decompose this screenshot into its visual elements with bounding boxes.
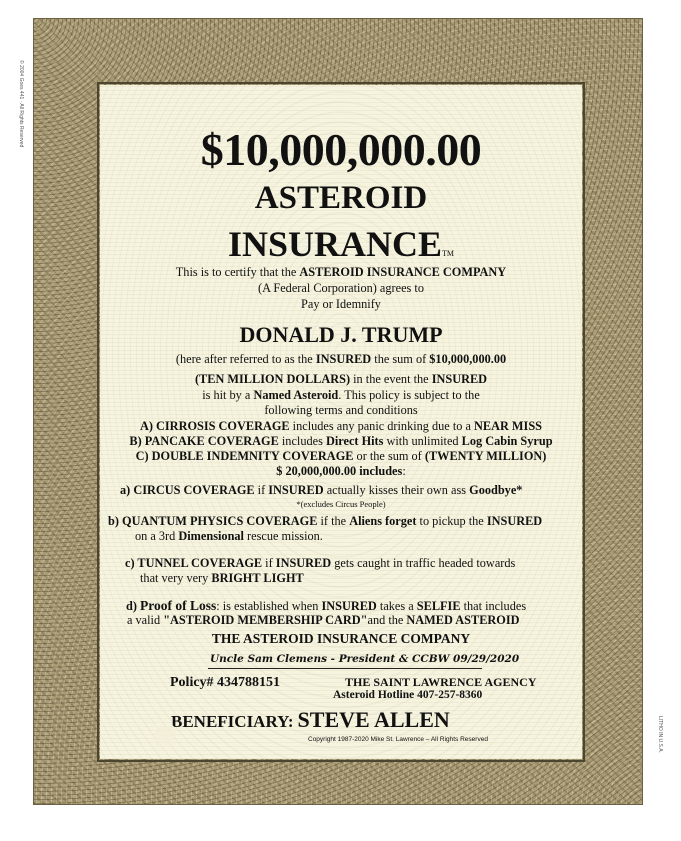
- ten-million-line: [100, 372, 582, 387]
- coverage-cc: [125, 556, 515, 571]
- coverage-cd-membership: "ASTEROID MEMBERSHIP CARD": [163, 613, 368, 627]
- coverage-cd-text-2: takes a: [376, 599, 417, 613]
- coverage-c-text: or the sum of: [353, 449, 425, 463]
- hereafter-text: (here after referred to as the: [175, 352, 316, 366]
- terms-line: following terms and conditions: [264, 403, 418, 417]
- beneficiary-name: STEVE ALLEN: [297, 707, 450, 732]
- trademark: TM: [442, 249, 455, 258]
- event-text: in the event the: [350, 372, 432, 386]
- coverage-a-label: A) CIRROSIS COVERAGE: [139, 419, 290, 433]
- coverage-cb-dimensional: Dimensional: [178, 529, 244, 543]
- coverage-b-text: includes: [278, 434, 326, 448]
- coverage-cb: [108, 514, 542, 529]
- coverage-a: [100, 419, 582, 434]
- coverage-cc-bright-light: BRIGHT LIGHT: [211, 571, 304, 585]
- hit-text-2: . This policy is subject to the: [338, 388, 480, 402]
- coverage-cd-text-3: that includes: [460, 599, 527, 613]
- event-insured: INSURED: [431, 372, 488, 386]
- federal-line: (A Federal Corporation) agrees to: [258, 281, 424, 295]
- certify-line: [100, 265, 582, 280]
- coverage-ca-label: a) CIRCUS COVERAGE: [120, 483, 255, 497]
- insured-name: DONALD J. TRUMP: [239, 322, 443, 347]
- asteroid-hotline: Asteroid Hotline 407-257-8360: [333, 689, 483, 701]
- coverage-cc-text: if: [262, 556, 276, 570]
- coverage-cb-line2-end: rescue mission.: [243, 529, 323, 543]
- coverage-cd-insured: INSURED: [321, 599, 377, 613]
- hereafter-sum: $10,000,000.00: [429, 352, 507, 366]
- coverage-c-sum-amount: $ 20,000,000.00 includes: [276, 464, 403, 478]
- coverage-ca: [120, 483, 522, 498]
- coverage-cc-line2: [140, 571, 304, 586]
- coverage-ca-insured: INSURED: [268, 483, 324, 497]
- circus-note: *(excludes Circus People): [296, 499, 386, 509]
- coverage-cd-label: d): [126, 599, 141, 613]
- beneficiary-label: BENEFICIARY:: [171, 712, 294, 731]
- policy-number: Policy# 434788151: [170, 675, 281, 690]
- coverage-a-bold: NEAR MISS: [474, 419, 543, 433]
- certificate-panel: [100, 85, 582, 759]
- coverage-b-text-2: with unlimited: [383, 434, 462, 448]
- title-insurance: [100, 223, 582, 265]
- right-margin-litho: LITHO IN U.S.A.: [657, 716, 663, 753]
- agency-name: THE SAINT LAWRENCE AGENCY: [345, 675, 537, 689]
- hit-line: [100, 388, 582, 403]
- coverage-ca-text-2: actually kisses their own ass: [323, 483, 470, 497]
- hit-named-asteroid: Named Asteroid: [253, 388, 339, 402]
- coverage-ca-bold: Goodbye*: [469, 483, 523, 497]
- coverage-c-colon: :: [402, 464, 406, 478]
- coverage-cb-bold: Aliens forget: [349, 514, 417, 528]
- coverage-c: [100, 449, 582, 464]
- left-margin-notice: © 2004 Goes 441 · All Rights Reserved: [18, 60, 24, 148]
- signature-line: [208, 668, 482, 669]
- pay-line: Pay or Idemnify: [301, 297, 381, 311]
- coverage-c-sum: [100, 464, 582, 479]
- certify-text: This is to certify that the: [175, 265, 300, 279]
- coverage-cb-label: b) QUANTUM PHYSICS COVERAGE: [108, 514, 318, 528]
- coverage-cd-line2-and: and the: [367, 613, 407, 627]
- insurance-amount: $10,000,000.00: [200, 124, 482, 175]
- coverage-cd-selfie: SELFIE: [416, 599, 461, 613]
- coverage-cd-text: : is established when: [216, 599, 322, 613]
- coverage-b-bold: Direct Hits: [325, 434, 384, 448]
- coverage-c-bold: (TWENTY MILLION): [424, 449, 547, 463]
- beneficiary-line: [171, 707, 450, 733]
- ten-million: (TEN MILLION DOLLARS): [194, 372, 351, 386]
- coverage-cc-text-2: gets caught in traffic headed towards: [331, 556, 516, 570]
- coverage-cd-line2-text: a valid: [127, 613, 164, 627]
- title-insurance-text: INSURANCE: [227, 224, 443, 264]
- hit-text: is hit by a: [202, 388, 254, 402]
- coverage-cb-text-2: to pickup the: [416, 514, 487, 528]
- coverage-b: [100, 434, 582, 449]
- seal-glyph-mark: 㵐: [152, 725, 175, 750]
- coverage-cd: [126, 598, 526, 614]
- hereafter-insured: INSURED: [315, 352, 372, 366]
- signature: Uncle Sam Clemens - President & CCBW 09/29/2020: [210, 653, 520, 665]
- coverage-cb-text: if the: [317, 514, 350, 528]
- coverage-cd-line2: [127, 613, 520, 628]
- coverage-cb-insured: INSURED: [486, 514, 543, 528]
- copyright-notice: Copyright 1987-2020 Mike St. Lawrence – All Rights Reserved: [308, 736, 488, 743]
- coverage-cc-line2-text: that very very: [140, 571, 212, 585]
- coverage-cd-named-asteroid: NAMED ASTEROID: [406, 613, 520, 627]
- hereafter-line: [100, 352, 582, 367]
- company-name: ASTEROID INSURANCE COMPANY: [299, 265, 507, 279]
- coverage-b-label: B) PANCAKE COVERAGE: [129, 434, 279, 448]
- company-footer: THE ASTEROID INSURANCE COMPANY: [211, 631, 471, 646]
- coverage-b-bold-2: Log Cabin Syrup: [461, 434, 553, 448]
- coverage-c-label: C) DOUBLE INDEMNITY COVERAGE: [135, 449, 354, 463]
- coverage-ca-text: if: [254, 483, 269, 497]
- coverage-cb-line2-text: on a 3rd: [135, 529, 179, 543]
- coverage-cb-line2: [135, 529, 323, 544]
- hereafter-text-2: the sum of: [371, 352, 430, 366]
- coverage-a-text: includes any panic drinking due to a: [289, 419, 475, 433]
- coverage-cc-insured: INSURED: [275, 556, 332, 570]
- coverage-cd-proof: Proof of Loss: [140, 598, 217, 613]
- title-asteroid: ASTEROID: [254, 180, 428, 216]
- coverage-cc-label: c) TUNNEL COVERAGE: [125, 556, 263, 570]
